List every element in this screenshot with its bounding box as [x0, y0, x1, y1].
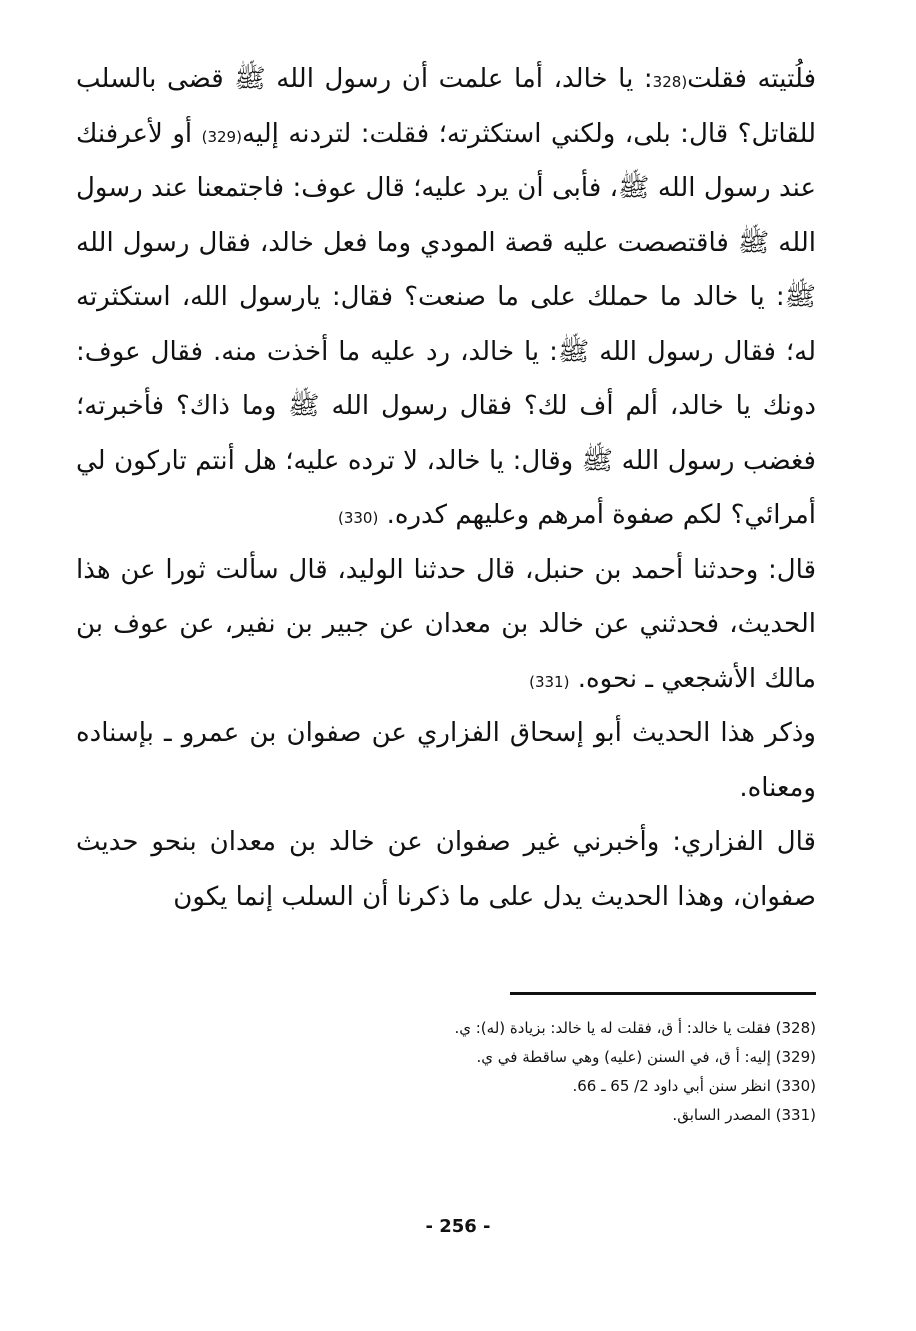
footnote-ref-329: (329) [201, 127, 242, 146]
text-run: قال: وحدثنا أحمد بن حنبل، قال حدثنا الوليد، قال سألت ثورا عن هذا الحديث، فحدثني عن خالد بن معدان عن جبير بن نفير، عن عوف بن مالك الأشجعي ـ نحوه. [76, 554, 816, 694]
footnote-329: (329) إليه: أ ق، في السنن (عليه) وهي ساقطة في ي. [476, 1048, 816, 1066]
text-run: أو لأعرفنك عند رسول الله ﷺ، فأبى أن يرد عليه؛ قال عوف: فاجتمعنا عند رسول الله ﷺ فاقتصصت عليه قصة المودي وما فعل خالد، فقال رسول الله ﷺ: يا خالد ما حملك على ما صنعت؟ فقال: يارسول الله، استكثرته له؛ فقال رسول الله ﷺ: يا خالد، رد عليه ما أخذت منه. فقال عوف: دونك يا خالد، ألم أف لك؟ فقال رسول الله ﷺ وما ذاك؟ فأخبرته؛ فغضب رسول الله ﷺ وقال: يا خالد، لا ترده عليه؛ هل أنتم تاركون لي أمرائي؟ لكم صفوة أمرهم وعليهم كدره. [76, 118, 816, 530]
paragraph-2 [76, 543, 816, 707]
footnote-331: (331) المصدر السابق. [672, 1106, 816, 1124]
page-number: - 256 - [425, 1216, 491, 1237]
footnote-ref-330: (330) [337, 509, 379, 527]
text-run: قال الفزاري: وأخبرني غير صفوان عن خالد بن معدان بنحو حديث صفوان، وهذا الحديث يدل على ما ذكرنا أن السلب إنما يكون [76, 827, 816, 912]
main-text [76, 52, 816, 924]
footnote-divider [510, 992, 816, 995]
text-run: فلُتيته فقلت [687, 64, 816, 94]
text-run: وذكر هذا الحديث أبو إسحاق الفزاري عن صفوان بن عمرو ـ بإسناده ومعناه. [76, 718, 816, 803]
text-run: : يا خالد، أما علمت أن رسول الله ﷺ قضى بالسلب للقاتل؟ قال: بلى، ولكني استكثرته؛ فقلت: لتردنه إليه [76, 64, 816, 149]
footnote-ref-328: (328 [652, 73, 688, 91]
footnotes [300, 1014, 816, 1130]
paragraph-1 [76, 52, 816, 543]
paragraph-3 [76, 706, 816, 815]
footnote-ref-331: (331) [529, 672, 570, 691]
footnote-328: (328) فقلت يا خالد: أ ق، فقلت له يا خالد: بزيادة (له): ي. [454, 1019, 816, 1037]
footnote-330: (330) انظر سنن أبي داود 2/ 65 ـ 66. [572, 1077, 816, 1095]
paragraph-4 [76, 815, 816, 924]
